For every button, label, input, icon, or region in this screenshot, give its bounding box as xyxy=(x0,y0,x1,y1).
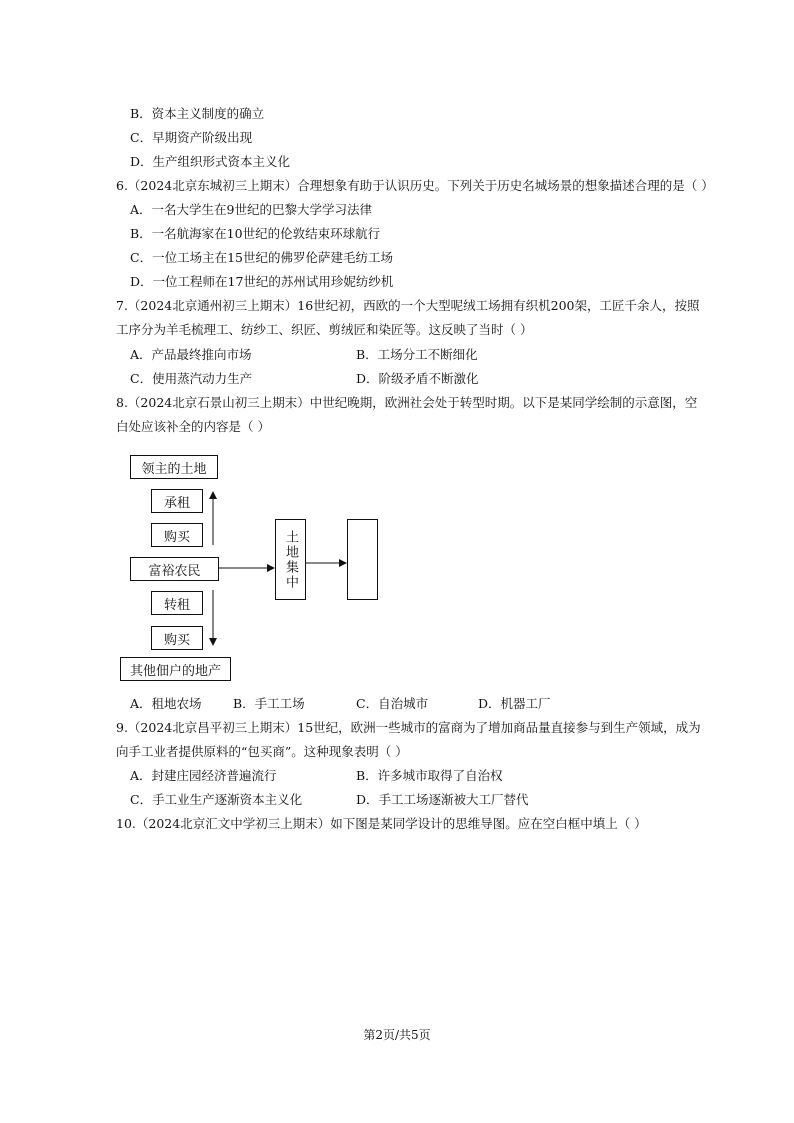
q5-option-c: C．早期资产阶级出现 xyxy=(130,130,253,145)
q9-option-c: C．手工业生产逐渐资本主义化 xyxy=(130,792,303,807)
land-concentration-box: 土地集中 xyxy=(275,519,306,600)
q10-stem: 10.（2024北京汇文中学初三上期末）如下图是某同学设计的思维导图。应在空白框中填上（ ） xyxy=(116,816,647,831)
q9-stem-line2: 向手工业者提供原料的“包买商”。这种现象表明（ ） xyxy=(116,744,408,759)
buy-box-2: 购买 xyxy=(151,626,203,650)
blank-answer-box xyxy=(347,519,378,600)
q8-option-d: D．机器工厂 xyxy=(478,696,551,711)
q7-stem-line1: 7.（2024北京通州初三上期末）16世纪初，西欧的一个大型呢绒工场拥有织机200架，工匠千余人，按照 xyxy=(116,298,700,313)
q5-option-d: D．生产组织形式资本主义化 xyxy=(130,154,291,169)
q7-option-b: B．工场分工不断细化 xyxy=(356,347,478,362)
q9-option-a: A．封建庄园经济普遍流行 xyxy=(130,768,277,783)
q9-stem-line1: 9.（2024北京昌平初三上期末）15世纪，欧洲一些城市的富商为了增加商品量直接参与到生产领域，成为 xyxy=(116,720,701,735)
q7-option-a: A．产品最终推向市场 xyxy=(130,347,252,362)
q8-option-c: C．自治城市 xyxy=(356,696,429,711)
lord-land-box: 领主的土地 xyxy=(130,455,218,479)
page-footer: 第2页/共5页 xyxy=(363,1028,431,1042)
q6-option-a: A．一名大学生在9世纪的巴黎大学学习法律 xyxy=(130,202,372,217)
q8-stem-line1: 8.（2024北京石景山初三上期末）中世纪晚期，欧洲社会处于转型时期。以下是某同学绘制的示意图，空 xyxy=(116,395,698,410)
q6-stem: 6.（2024北京东城初三上期末）合理想象有助于认识历史。下列关于历史名城场景的想象描述合理的是（ ） xyxy=(116,178,714,193)
q8-options xyxy=(130,696,690,712)
q8-option-a: A．租地农场 xyxy=(130,696,202,711)
q8-stem-line2: 白处应该补全的内容是（ ） xyxy=(116,419,270,434)
lease-box: 承租 xyxy=(151,489,203,513)
q6-option-d: D．一位工程师在17世纪的苏州试用珍妮纺纱机 xyxy=(130,274,394,289)
q7-option-d: D．阶级矛盾不断激化 xyxy=(356,371,479,386)
q6-option-b: B．一名航海家在10世纪的伦敦结束环球航行 xyxy=(130,226,381,241)
rich-peasant-box: 富裕农民 xyxy=(130,557,219,581)
sublease-box: 转租 xyxy=(151,591,203,615)
buy-box-1: 购买 xyxy=(151,523,203,547)
q9-option-b: B．许多城市取得了自治权 xyxy=(356,768,503,783)
other-land-box: 其他佃户的地产 xyxy=(120,657,231,681)
q9-option-d: D．手工工场逐渐被大工厂替代 xyxy=(356,792,529,807)
q8-option-b: B．手工工场 xyxy=(233,696,305,711)
q5-option-b: B．资本主义制度的确立 xyxy=(130,106,265,121)
q6-option-c: C．一位工场主在15世纪的佛罗伦萨建毛纺工场 xyxy=(130,250,393,265)
q7-option-c: C．使用蒸汽动力生产 xyxy=(130,371,253,386)
q7-stem-line2: 工序分为羊毛梳理工、纺纱工、织匠、剪绒匠和染匠等。这反映了当时（ ） xyxy=(116,322,533,337)
